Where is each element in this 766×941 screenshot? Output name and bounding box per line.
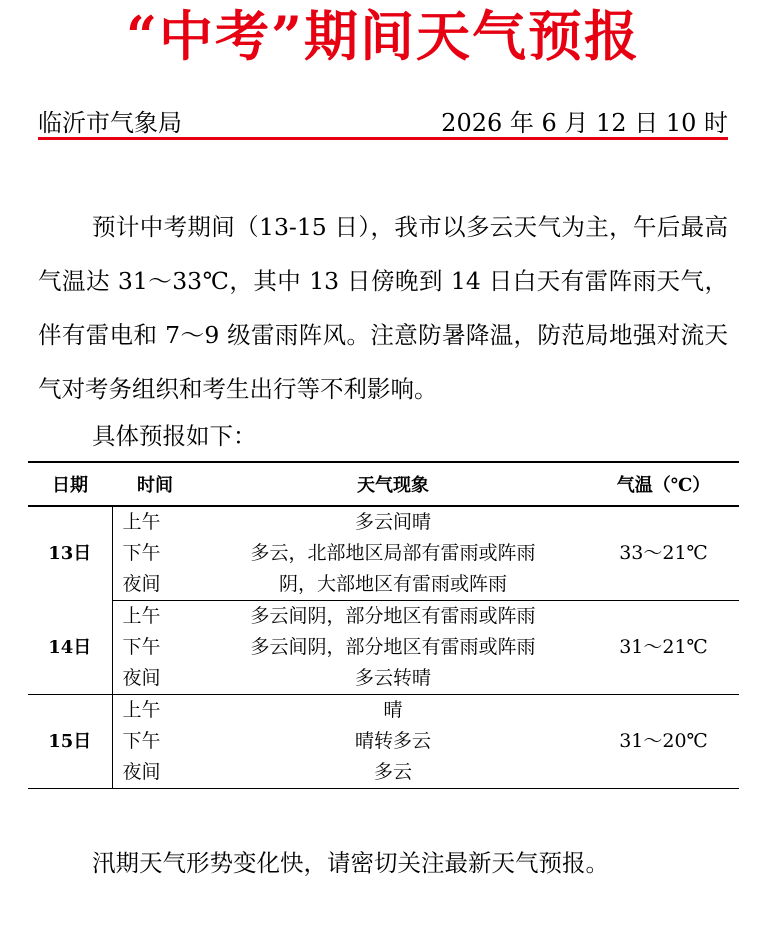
red-divider [38, 137, 728, 140]
weather-cell: 多云间阴，部分地区有雷雨或阵雨 [250, 605, 536, 627]
table-header-row [28, 462, 739, 506]
time-cell: 下午 [122, 542, 161, 564]
time-cell: 夜间 [112, 663, 198, 695]
issuer-line [38, 106, 728, 140]
weather-cell: 多云 [198, 757, 588, 789]
time-cell: 上午 [122, 511, 161, 533]
time-cell: 下午 [122, 730, 161, 752]
time-cell: 上午 [122, 605, 161, 627]
weather-cell: 阴，大部地区有雷雨或阵雨 [198, 569, 588, 601]
table-row [28, 601, 739, 633]
table-row [28, 695, 739, 727]
issuer: 临沂市气象局 [38, 109, 182, 137]
weather-cell: 多云，北部地区局部有雷雨或阵雨 [250, 542, 536, 564]
header-time: 时间 [112, 462, 198, 506]
table-row [28, 506, 739, 538]
date-cell: 15日 [28, 695, 112, 789]
forecast-table [28, 461, 739, 789]
header-temp: 气温（℃） [588, 462, 739, 506]
time-cell: 下午 [122, 636, 161, 658]
weather-cell: 多云转晴 [198, 663, 588, 695]
lead-paragraph: 具体预报如下： [92, 422, 257, 450]
temp-cell: 31～20℃ [588, 695, 739, 789]
weather-cell: 晴转多云 [354, 730, 431, 752]
closing-paragraph: 汛期天气形势变化快，请密切关注最新天气预报。 [92, 849, 609, 877]
time-cell: 夜间 [112, 757, 198, 789]
header-date: 日期 [28, 462, 112, 506]
weather-cell: 晴 [383, 699, 403, 721]
temp-cell: 31～21℃ [588, 601, 739, 695]
date-cell: 14日 [28, 601, 112, 695]
time-cell: 夜间 [112, 569, 198, 601]
issue-datetime: 2026 年 6 月 12 日 10 时 [441, 109, 728, 137]
weather-cell: 多云间阴，部分地区有雷雨或阵雨 [250, 636, 536, 658]
weather-cell: 多云间晴 [354, 511, 431, 533]
date-cell: 13日 [28, 506, 112, 601]
document-title: “中考”期间天气预报 [125, 4, 641, 68]
time-cell: 上午 [122, 699, 161, 721]
temp-cell: 33～21℃ [588, 506, 739, 601]
intro-paragraph: 预计中考期间（13-15 日），我市以多云天气为主，午后最高气温达 31～33℃，其中 13 日傍晚到 14 日白天有雷阵雨天气，伴有雷电和 7～9 级雷雨阵风。注意防暑降温，防范局地强对流天气对考务组织和考生出行等不利影响。 [38, 213, 728, 403]
header-weather: 天气现象 [198, 462, 588, 506]
